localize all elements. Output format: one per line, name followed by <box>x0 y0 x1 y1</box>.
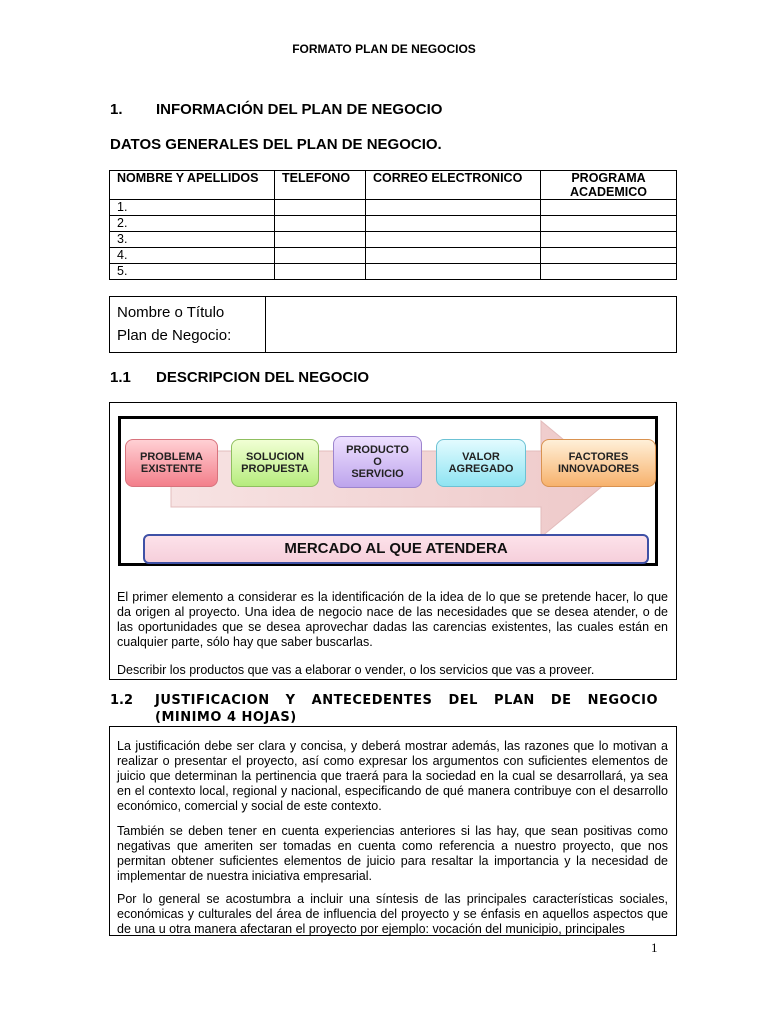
section-1-2-heading <box>110 692 658 726</box>
justification-paragraph-1: La justificación debe ser clara y concisa, y deberá mostrar además, las razones que lo motivan a realizar o presentar el proyecto, así como expresar los argumentos con suficientes elementos de juicio que determinan la pertinencia que traerá para la sociedad en la cual se desarrollará, ya sea en el contexto local, regional y nacional, especificando de qué manera contribuye con el desarrollo económico, comercial y social de este contexto. <box>117 739 668 813</box>
step-factores-innovadores <box>541 439 656 487</box>
step-1-line-1: PROBLEMA <box>140 451 203 463</box>
justification-paragraph-2: También se deben tener en cuenta experiencias anteriores si las hay, que sean positivas como negativas que ameriten ser tomadas en cuenta como referencia a nuestro proyecto, que nos permitan obtener suficientes elementos de juicio para resaltar la importancia y la necesidad de implementar de nuestra iniciativa empresarial. <box>117 824 668 883</box>
table-header-row <box>110 171 677 200</box>
correo-cell[interactable] <box>366 200 541 216</box>
datos-generales-heading: DATOS GENERALES DEL PLAN DE NEGOCIO. <box>110 136 442 153</box>
row-number: 4. <box>110 248 275 264</box>
business-plan-name-field[interactable] <box>267 297 676 352</box>
telefono-cell[interactable] <box>275 216 366 232</box>
section-1-2-title-line-2: (MINIMO 4 HOJAS) <box>155 710 297 725</box>
members-table <box>109 170 677 280</box>
correo-cell[interactable] <box>366 264 541 280</box>
justification-paragraph-3: Por lo general se acostumbra a incluir una síntesis de las principales características sociales, económicas y culturales del área de influencia del proyecto y se énfasis en aquellos aspectos que de una u otra manera afectaran el proyecto por ejemplo: vocación del municipio, principales <box>117 892 668 936</box>
table-row <box>110 216 677 232</box>
step-valor-agregado <box>436 439 526 487</box>
section-1-1-number: 1.1 <box>110 369 131 386</box>
correo-cell[interactable] <box>366 232 541 248</box>
description-paragraph-2: Describir los productos que vas a elaborar o vender, o los servicios que vas a proveer. <box>117 663 595 677</box>
telefono-cell[interactable] <box>275 248 366 264</box>
justification-box <box>109 726 677 936</box>
header-nombre: NOMBRE Y APELLIDOS <box>110 171 275 200</box>
step-3-line-1: PRODUCTO <box>346 444 409 456</box>
table-row <box>110 232 677 248</box>
row-number: 1. <box>110 200 275 216</box>
programa-cell[interactable] <box>541 216 677 232</box>
section-1-1-heading <box>110 369 369 386</box>
step-2-line-2: PROPUESTA <box>241 463 309 475</box>
step-1-line-2: EXISTENTE <box>140 463 203 475</box>
section-1-2-number: 1.2 <box>110 693 134 708</box>
business-plan-name-label <box>110 297 266 352</box>
step-3-line-2: O <box>373 456 382 468</box>
correo-cell[interactable] <box>366 248 541 264</box>
step-2-line-1: SOLUCION <box>245 451 305 463</box>
row-number: 2. <box>110 216 275 232</box>
section-1-1-title: DESCRIPCION DEL NEGOCIO <box>156 369 370 386</box>
page-number: 1 <box>651 940 658 955</box>
programa-cell[interactable] <box>541 232 677 248</box>
business-plan-name-box <box>109 296 677 353</box>
target-market-bar: MERCADO AL QUE ATENDERA <box>143 534 649 564</box>
label-line-1: Nombre o Título <box>117 304 225 321</box>
section-1-number: 1. <box>110 101 123 118</box>
description-paragraph-1: El primer elemento a considerar es la identificación de la idea de lo que se pretende hacer, lo que da origen al proyecto. Una idea de negocio nace de las necesidades que se desea atender, o de las oportunidades que se desea aprovechar dadas las carencias existentes, las cuales están en cualquier parte, sólo hay que saber buscarlas. <box>117 590 668 649</box>
label-line-2: Plan de Negocio: <box>117 327 232 344</box>
programa-cell[interactable] <box>541 248 677 264</box>
table-row <box>110 264 677 280</box>
section-1-heading <box>110 101 442 118</box>
telefono-cell[interactable] <box>275 264 366 280</box>
programa-cell[interactable] <box>541 200 677 216</box>
table-row <box>110 248 677 264</box>
row-number: 5. <box>110 264 275 280</box>
step-4-line-1: VALOR <box>462 451 500 463</box>
step-4-line-2: AGREGADO <box>448 463 514 475</box>
step-solucion-propuesta <box>231 439 319 487</box>
section-1-title: INFORMACIÓN DEL PLAN DE NEGOCIO <box>156 101 443 118</box>
section-1-2-title-line-1: JUSTIFICACION Y ANTECEDENTES DEL PLAN DE NEGOCIO <box>155 693 658 708</box>
correo-cell[interactable] <box>366 216 541 232</box>
description-box <box>109 402 677 680</box>
step-5-line-2: INNOVADORES <box>557 463 640 475</box>
header-telefono: TELEFONO <box>275 171 366 200</box>
step-3-line-3: SERVICIO <box>351 468 404 480</box>
programa-cell[interactable] <box>541 264 677 280</box>
business-flow-diagram <box>118 416 658 566</box>
document-title: FORMATO PLAN DE NEGOCIOS <box>292 42 476 56</box>
step-producto-servicio <box>333 436 422 488</box>
step-5-line-1: FACTORES <box>568 451 629 463</box>
telefono-cell[interactable] <box>275 200 366 216</box>
header-correo: CORREO ELECTRONICO <box>366 171 541 200</box>
step-problema-existente <box>125 439 218 487</box>
row-number: 3. <box>110 232 275 248</box>
telefono-cell[interactable] <box>275 232 366 248</box>
header-programa: PROGRAMA ACADEMICO <box>541 171 677 200</box>
table-row <box>110 200 677 216</box>
